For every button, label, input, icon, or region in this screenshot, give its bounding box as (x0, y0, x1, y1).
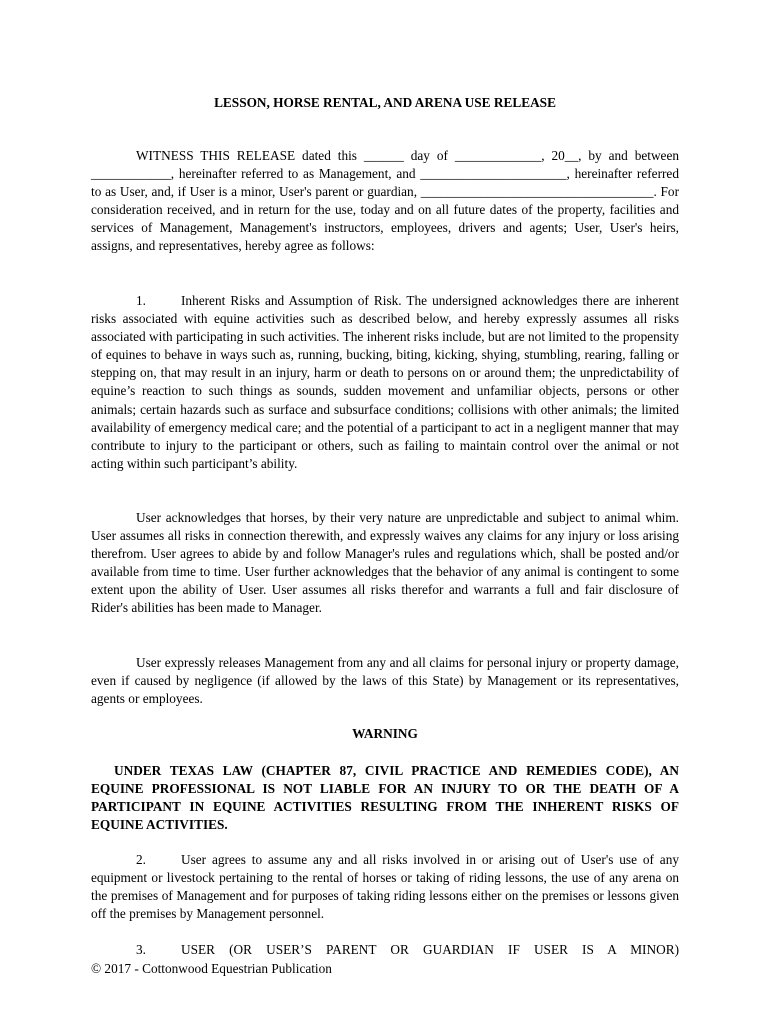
page-footer: © 2017 - Cottonwood Equestrian Publication (91, 961, 332, 976)
user-releases-paragraph: User expressly releases Management from any and all claims for personal injury or property damage, even if caused by negligence (if allowed by the laws of this State) by Management or its representatives, agents or employees. (91, 655, 679, 707)
section-1-paragraph (91, 292, 679, 473)
section-1-number: 1. (136, 293, 146, 308)
section-2-text: User agrees to assume any and all risks involved in or arising out of User's use of any equipment or livestock pertaining to the rental of horses or taking of riding lessons, the use of any arena on the premises of Management and for purposes of taking riding lessons either on the premises or lessons given off the premises by Management personnel. (91, 852, 679, 922)
section-2-paragraph (91, 851, 679, 923)
document-title: LESSON, HORSE RENTAL, AND ARENA USE RELEASE (214, 95, 556, 110)
document-page (91, 0, 679, 1024)
section-3-paragraph (91, 941, 679, 959)
section-3-text: USER (OR USER’S PARENT OR GUARDIAN IF USER IS A MINOR) (181, 942, 679, 957)
user-acknowledges-paragraph: User acknowledges that horses, by their very nature are unpredictable and subject to animal whim. User assumes all risks in connection therewith, and expressly waives any claims for any injury or loss arising therefrom. User agrees to abide by and follow Manager's rules and regulations which, shall be posted and/or available from time to time. User further acknowledges that the behavior of any animal is contingent to some extent upon the ability of User. User assumes all risks therefor and warrants a full and fair disclosure of Rider's abilities has been made to Manager. (91, 510, 679, 616)
section-3-number: 3. (136, 942, 146, 957)
warning-heading: WARNING (352, 726, 418, 741)
warning-text: UNDER TEXAS LAW (CHAPTER 87, CIVIL PRACTICE AND REMEDIES CODE), AN EQUINE PROFESSIONAL IS NOT LIABLE FOR AN INJURY TO OR THE DEATH OF A PARTICIPANT IN EQUINE ACTIVITIES RESULTING FROM THE INHERENT RISKS OF EQUINE ACTIVITIES. (91, 763, 679, 832)
section-1-text: Inherent Risks and Assumption of Risk. The undersigned acknowledges there are inherent risks associated with equine activities such as described below, and hereby expressly assumes all risks associated with participating in such activities. The inherent risks include, but are not limited to the propensity of equines to behave in ways such as, running, bucking, biting, kicking, shying, stumbling, rearing, falling or stepping on, that may result in an injury, harm or death to persons on or around them; the unpredictability of equine’s reaction to such things as sounds, sudden movement and unfamiliar objects, persons or other animals; certain hazards such as surface and subsurface conditions; collisions with other animals; the limited availability of emergency medical care; and the potential of a participant to act in a negligent manner that may contribute to injury to the participant or others, such as failing to maintain control over the animal or not acting within such participant’s ability. (91, 293, 679, 471)
witness-paragraph: WITNESS THIS RELEASE dated this ______ day of _____________, 20__, by and between ____________, hereinafter referred to as Management, and ______________________, hereinafter referred to as User, and, if User is a minor, User's parent or guardian, ___________________________________. For consideration received, and in return for the use, today and on all future dates of the property, facilities and services of Management, Management's instructors, employees, drivers and agents; User, User's heirs, assigns, and representatives, hereby agree as follows: (91, 148, 679, 254)
section-2-number: 2. (136, 852, 146, 867)
